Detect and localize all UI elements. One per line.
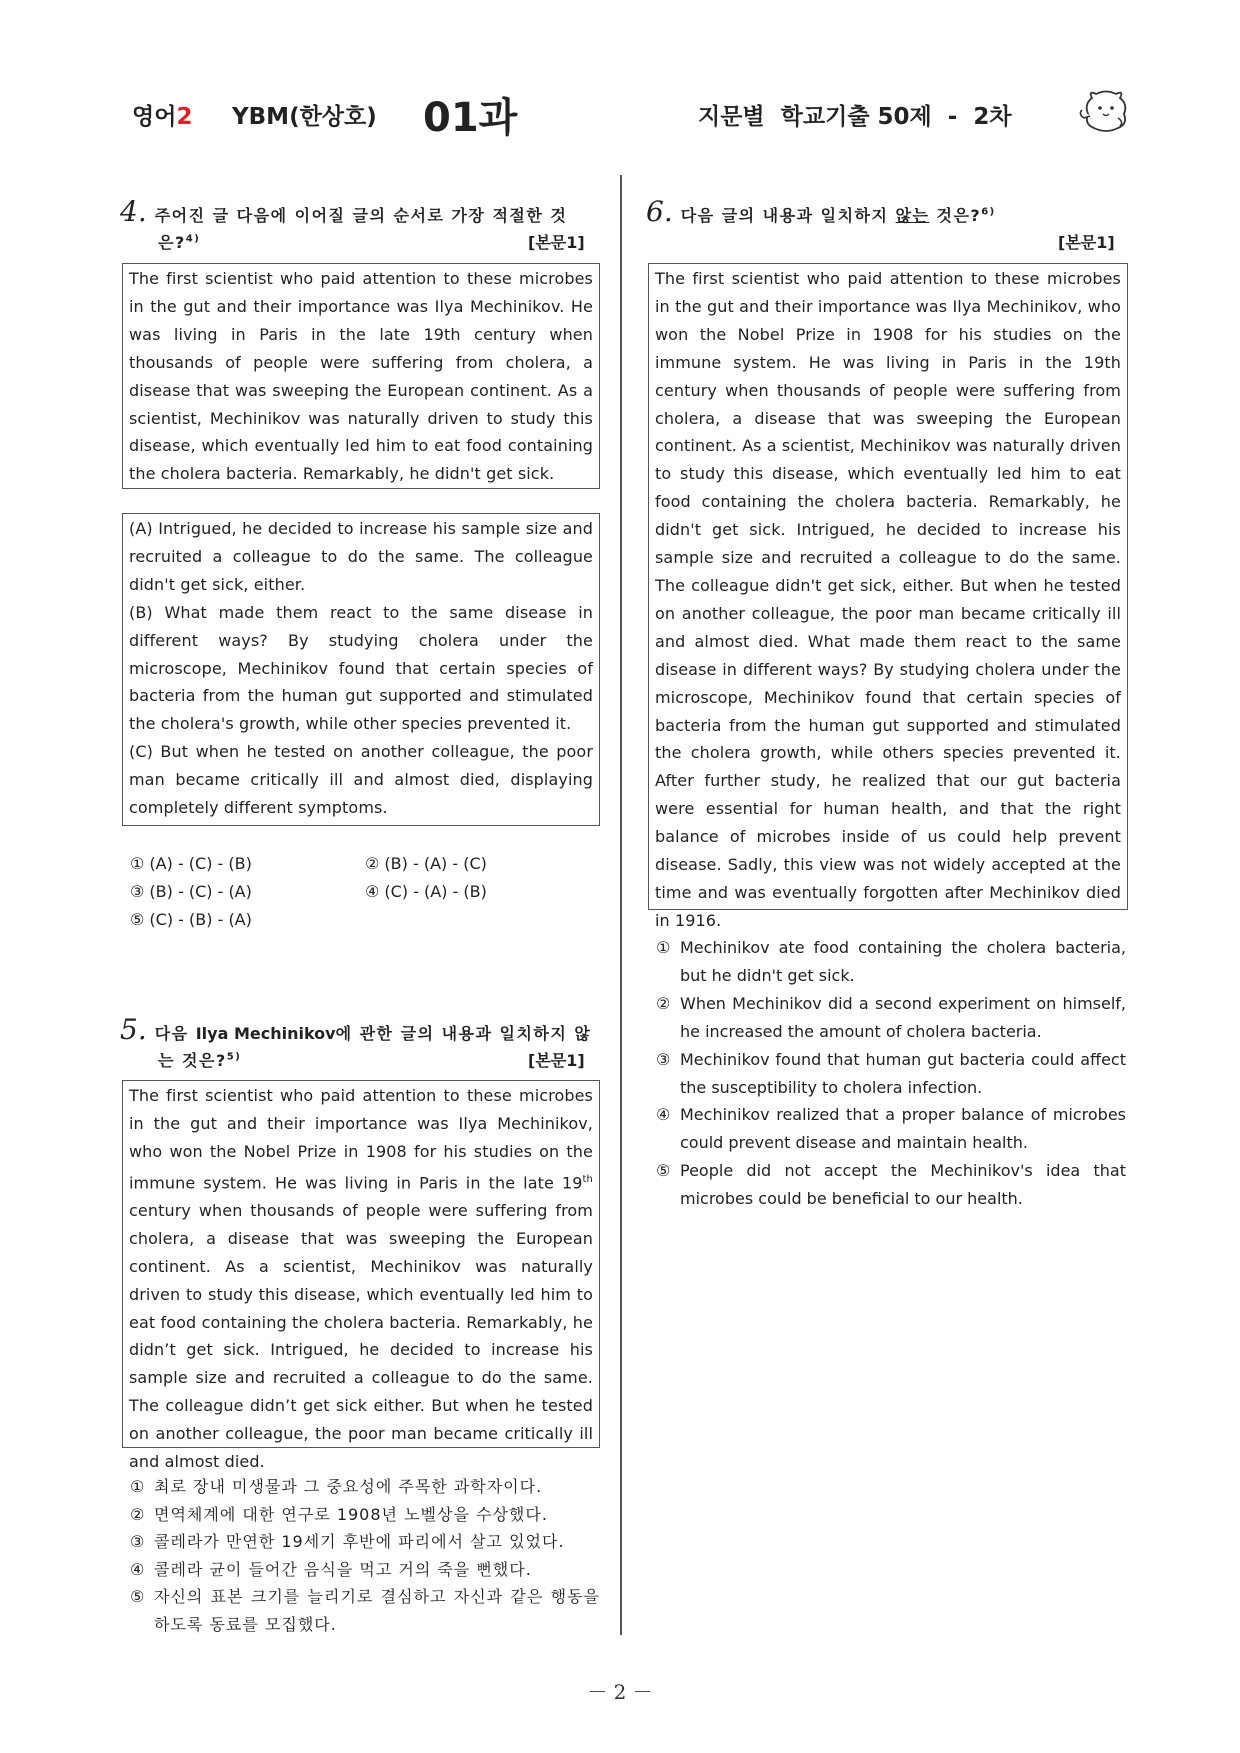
q4-part-c: (C) But when he tested on another colleague, the poor man became critically ill and almost died, displaying completely different symptoms. [129, 742, 593, 818]
q6-passage-box [648, 263, 1128, 930]
q5-option-3[interactable]: ③ 콜레라가 만연한 19세기 후반에 파리에서 살고 있었다. [130, 1532, 565, 1551]
q4-tag: [본문1] [528, 233, 585, 252]
q6-text: 다음 글의 내용과 일치하지 않는 것은?$^{6)}$ [680, 206, 996, 225]
q6-passage: The first scientist who paid attention to these microbes in the gut and their importance was Ilya Mechinikov, who won the Nobel Prize in 1908 for his studies on the immune system. He was living in Paris in the 19th century when thousands of people were suffering from cholera, a disease that was sweeping the European continent. As a scientist, Mechinikov was naturally driven to study this disease, which eventually led him to eat food containing the cholera bacteria. Remarkably, he didn't get sick. Intrigued, he decided to increase his sample size and recruited a colleague to do the same. The colleague didn't get sick, either. But when he tested on another colleague, the poor man became critically ill and almost died. What made them react to the same disease in different ways? By studying cholera under the microscope, Mechinikov found that certain species of bacteria from the human gut supported and stimulated the cholera growth, while others species prevented it. After further study, he realized that our gut bacteria were essential for human health, and that the right balance of microbes inside of us could help prevent disease. Sadly, this view was not widely accepted at the time and was eventually forgotten after Mechinikov died in 1916. [655, 269, 1121, 930]
q5-heading [120, 1013, 600, 1047]
q5-passage: The first scientist who paid attention to these microbes in the gut and their importance was Ilya Mechinikov, who won the Nobel Prize in 1908 for his studies on the immune system. He was living in Paris in the late 19th century when thousands of people were suffering from cholera, a disease that was sweeping the European continent. As a scientist, Mechinikov was naturally driven to study this disease, which eventually led him to eat food containing the cholera bacteria. Remarkably, he didn’t get sick. Intrigued, he decided to increase his sample size and recruited a colleague to do the same. The colleague didn’t get sick either. But when he tested on another colleague, the poor man became critically ill and almost died. [129, 1086, 593, 1472]
q6-tag: [본문1] [1058, 233, 1115, 252]
q6-options [656, 934, 1126, 1213]
q4-passage: The first scientist who paid attention to these microbes in the gut and their importance was Ilya Mechinikov. He was living in Paris in the late 19th century when thousands of people were suffering from cholera, a disease that was sweeping the European continent. As a scientist, Mechinikov was naturally driven to study this disease, which eventually led him to eat food containing the cholera bacteria. Remarkably, he didn't get sick. [129, 269, 593, 484]
q4-option-2[interactable]: ② (B) - (A) - (C) [365, 854, 487, 873]
worksheet-title: 지문별 학교기출 50제 - 2차 [698, 104, 1012, 130]
q6-option-1[interactable]: ① Mechinikov ate food containing the cholera bacteria, but he didn't get sick. [656, 938, 1126, 985]
q5-text-cont: 는 것은?$^{5)}$ [158, 1051, 242, 1070]
publisher: YBM(한상호) [232, 104, 377, 130]
q5-option-4[interactable]: ④ 콜레라 균이 들어간 음식을 먹고 거의 죽을 뻔했다. [130, 1559, 532, 1579]
q5-passage-box [122, 1080, 600, 1472]
q4-option-5[interactable]: ⑤ (C) - (B) - (A) [130, 910, 252, 929]
q4-option-4[interactable]: ④ (C) - (A) - (B) [365, 882, 487, 901]
q6-option-3[interactable]: ③ Mechinikov found that human gut bacteria could affect the susceptibility to cholera infection. [656, 1049, 1126, 1097]
q6-option-2[interactable]: ② When Mechinikov did a second experiment on himself, he increased the amount of cholera bacteria. [656, 993, 1126, 1041]
q5-option-5[interactable]: ⑤ 자신의 표본 크기를 늘리기로 결심하고 자신과 같은 행동을 하도록 동료를 모집했다. [130, 1587, 600, 1634]
q5-tag: [본문1] [528, 1051, 585, 1070]
q4-heading [120, 195, 600, 229]
page-number: － 2 － [587, 1680, 653, 1704]
q6-heading [646, 195, 1126, 229]
q4-text: 주어진 글 다음에 이어질 글의 순서로 가장 적절한 것 [154, 206, 568, 225]
mascot-icon [1078, 88, 1134, 136]
q4-part-b: (B) What made them react to the same disease in different ways? By studying cholera under the microscope, Mechinikov found that certain species of bacteria from the human gut supported and stimulated the cholera's growth, while other species prevented it. [129, 602, 593, 734]
q4-number: 4. [120, 195, 147, 228]
q6-option-4[interactable]: ④ Mechinikov realized that a proper balance of microbes could prevent disease and maintain health. [656, 1105, 1126, 1153]
q4-options [130, 850, 600, 940]
column-divider [620, 175, 622, 1635]
q4-text-cont: 은?$^{4)}$ [158, 233, 201, 252]
q4-option-1[interactable]: ① (A) - (C) - (B) [130, 854, 252, 873]
q5-option-2[interactable]: ② 면역체계에 대한 연구로 1908년 노벨상을 수상했다. [130, 1504, 548, 1524]
q5-option-1[interactable]: ① 최로 장내 미생물과 그 중요성에 주목한 과학자이다. [130, 1477, 543, 1496]
q5-text: 다음 Ilya Mechinikov에 관한 글의 내용과 일치하지 않 [154, 1024, 592, 1043]
q6-option-5[interactable]: ⑤ People did not accept the Mechinikov's idea that microbes could be beneficial to our health. [656, 1161, 1126, 1209]
page-header [130, 92, 1140, 141]
q4-part-a: (A) Intrigued, he decided to increase his sample size and recruited a colleague to do the same. The colleague didn't get sick, either. [129, 519, 593, 594]
q5-options [130, 1473, 600, 1638]
q4-passage-box [122, 263, 600, 489]
q4-option-3[interactable]: ③ (B) - (C) - (A) [130, 882, 252, 901]
q6-number: 6. [646, 195, 673, 228]
q5-number: 5. [120, 1013, 147, 1046]
lesson-title: 01과 [423, 95, 518, 141]
subject: 영어2 [132, 104, 193, 130]
q4-parts-box [122, 513, 600, 826]
